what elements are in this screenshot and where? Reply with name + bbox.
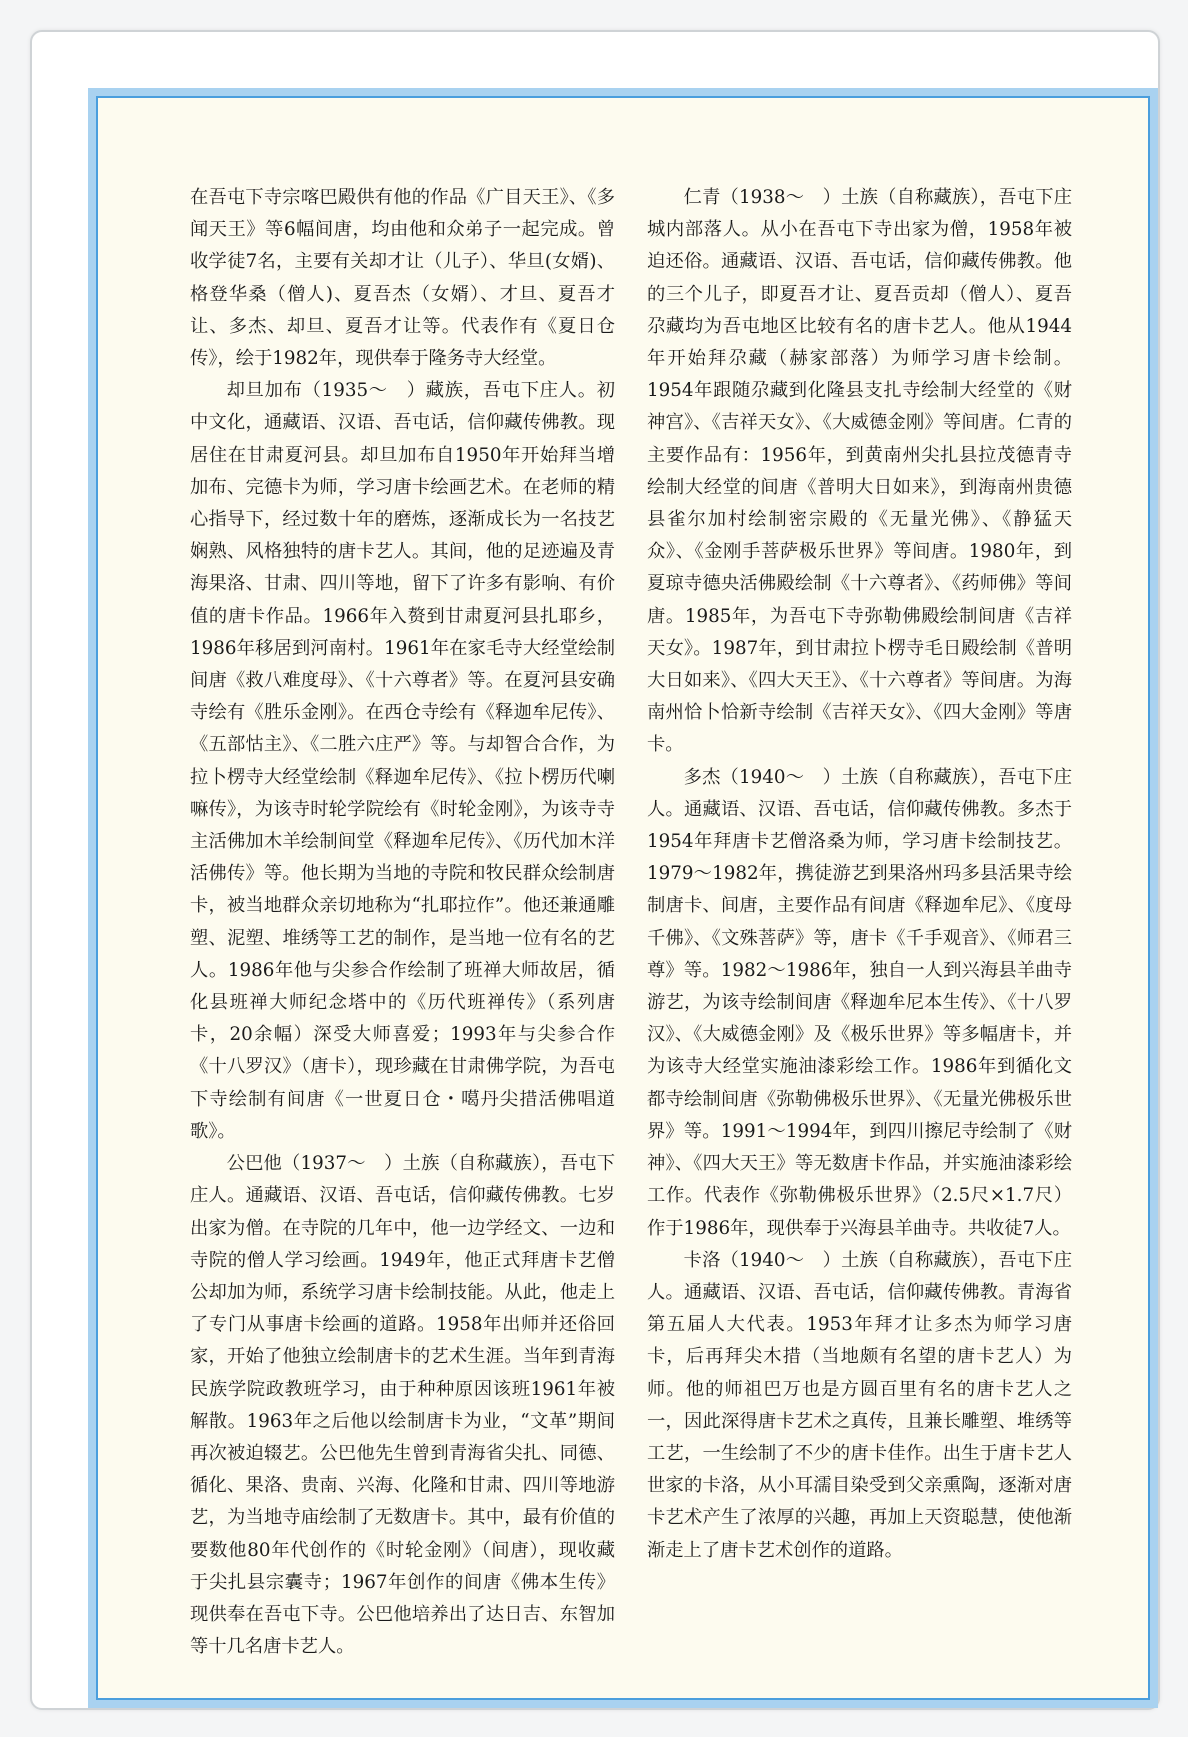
paragraph-gongbata: 公巴他（1937～ ）土族（自称藏族），吾屯下庄人。通藏语、汉语、吾屯话，信仰藏传佛教。七岁出家为僧。在寺院的几年中，他一边学经文、一边和寺院的僧人学习绘画。1949年，他正式拜唐卡艺僧公却加为师，系统学习唐卡绘制技能。从此，他走上了专门从事唐卡绘画的道路。1958年出师并还俗回家，开始了他独立绘制唐卡的艺术生涯。当年到青海民族学院政教班学习，由于种种原因该班1961年被解散。1963年之后他以绘制唐卡为业，“文革”期间再次被迫辍艺。公巴他先生曾到青海省尖扎、同德、循化、果洛、贵南、兴海、化隆和甘肃、四川等地游艺，为当地寺庙绘制了无数唐卡。其中，最有价值的要数他80年代创作的《时轮金刚》（间唐），现收藏于尖扎县宗囊寺；1967年创作的间唐《佛本生传》现供奉在吾屯下寺。公巴他培养出了达日吉、东智加等十几名唐卡艺人。 — [190, 1153, 615, 1658]
left-column — [190, 182, 615, 1663]
page-card — [30, 30, 1160, 1710]
paragraph-quedanjiabu: 却旦加布（1935～ ）藏族，吾屯下庄人。初中文化，通藏语、汉语、吾屯话，信仰藏传佛教。现居住在甘肃夏河县。却旦加布自1950年开始拜当增加布、完德卡为师，学习唐卡绘画艺术。在老师的精心指导下，经过数十年的磨炼，逐渐成长为一名技艺娴熟、风格独特的唐卡艺人。其间，他的足迹遍及青海果洛、甘肃、四川等地，留下了许多有影响、有价值的唐卡作品。1966年入赘到甘肃夏河县扎耶乡，1986年移居到河南村。1961年在家毛寺大经堂绘制间唐《救八难度母》、《十六尊者》等。在夏河县安确寺绘有《胜乐金刚》。在西仓寺绘有《释迦牟尼传》、《五部怙主》、《二胜六庄严》等。与却智合合作，为拉卜楞寺大经堂绘制《释迦牟尼传》、《拉卜楞历代喇嘛传》，为该寺时轮学院绘有《时轮金刚》，为该寺寺主活佛加木羊绘制间堂《释迦牟尼传》、《历代加木洋活佛传》等。他长期为当地的寺院和牧民群众绘制唐卡，被当地群众亲切地称为“扎耶拉作”。他还兼通雕塑、泥塑、堆绣等工艺的制作，是当地一位有名的艺人。1986年他与尖参合作绘制了班禅大师故居，循化县班禅大师纪念塔中的《历代班禅传》（系列唐卡，20余幅）深受大师喜爱；1993年与尖参合作《十八罗汉》（唐卡），现珍藏在甘肃佛学院，为吾屯下寺绘制有间唐《一世夏日仓・噶丹尖措活佛唱道歌》。 — [190, 380, 615, 1142]
paragraph-renqing: 仁青（1938～ ）土族（自称藏族），吾屯下庄城内部落人。从小在吾屯下寺出家为僧，1958年被迫还俗。通藏语、汉语、吾屯话，信仰藏传佛教。他的三个儿子，即夏吾才让、夏吾贡却（僧人）、夏吾尕藏均为吾屯地区比较有名的唐卡艺人。他从1944年开始拜尕藏（赫家部落）为师学习唐卡绘制。1954年跟随尕藏到化隆县支扎寺绘制大经堂的《财神宫》、《吉祥天女》、《大威德金刚》等间唐。仁青的主要作品有：1956年，到黄南州尖扎县拉茂德青寺绘制大经堂的间唐《普明大日如来》，到海南州贵德县雀尔加村绘制密宗殿的《无量光佛》、《静猛天众》、《金刚手菩萨极乐世界》等间唐。1980年，到夏琼寺德央活佛殿绘制《十六尊者》、《药师佛》等间唐。1985年，为吾屯下寺弥勒佛殿绘制间唐《吉祥天女》。1987年，到甘肃拉卜楞寺毛日殿绘制《普明大日如来》、《四大天王》、《十六尊者》等间唐。为海南州恰卜恰新寺绘制《吉祥天女》、《四大金刚》等唐卡。 — [647, 187, 1072, 756]
right-column — [647, 182, 1072, 1567]
page-border-frame — [88, 88, 1158, 1708]
text-area — [96, 96, 1150, 1700]
paragraph-continued: 在吾屯下寺宗喀巴殿供有他的作品《广目天王》、《多闻天王》等6幅间唐，均由他和众弟子一起完成。曾收学徒7名，主要有关却才让（儿子）、华旦(女婿)、格登华桑（僧人)、夏吾杰（女婿）、才旦、夏吾才让、多杰、却旦、夏吾才让等。代表作有《夏日仓传》，绘于1982年，现供奉于隆务寺大经堂。 — [190, 187, 615, 370]
paragraph-duojie: 多杰（1940～ ）土族（自称藏族），吾屯下庄人。通藏语、汉语、吾屯话，信仰藏传佛教。多杰于1954年拜唐卡艺僧洛桑为师，学习唐卡绘制技艺。1979～1982年，携徒游艺到果洛州玛多县活果寺绘制唐卡、间唐，主要作品有间唐《释迦牟尼》、《度母千佛》、《文殊菩萨》等，唐卡《千手观音》、《师君三尊》等。1982～1986年，独自一人到兴海县羊曲寺游艺，为该寺绘制间唐《释迦牟尼本生传》、《十八罗汉》、《大威德金刚》及《极乐世界》等多幅唐卡，并为该寺大经堂实施油漆彩绘工作。1986年到循化文都寺绘制间唐《弥勒佛极乐世界》、《无量光佛极乐世界》等。1991～1994年，到四川擦尼寺绘制了《财神》、《四大天王》等无数唐卡作品，并实施油漆彩绘工作。代表作《弥勒佛极乐世界》（2.5尺×1.7尺）作于1986年，现供奉于兴海县羊曲寺。共收徒7人。 — [647, 766, 1072, 1239]
paragraph-kaluo: 卡洛（1940～ ）土族（自称藏族），吾屯下庄人。通藏语、汉语、吾屯话，信仰藏传佛教。青海省第五届人大代表。1953年拜才让多杰为师学习唐卡，后再拜尖木措（当地颇有名望的唐卡艺人）为师。他的师祖巴万也是方圆百里有名的唐卡艺人之一，因此深得唐卡艺术之真传，且兼长雕塑、堆绣等工艺，一生绘制了不少的唐卡佳作。出生于唐卡艺人世家的卡洛，从小耳濡目染受到父亲熏陶，逐渐对唐卡艺术产生了浓厚的兴趣，再加上天资聪慧，使他渐渐走上了唐卡艺术创作的道路。 — [647, 1249, 1072, 1561]
